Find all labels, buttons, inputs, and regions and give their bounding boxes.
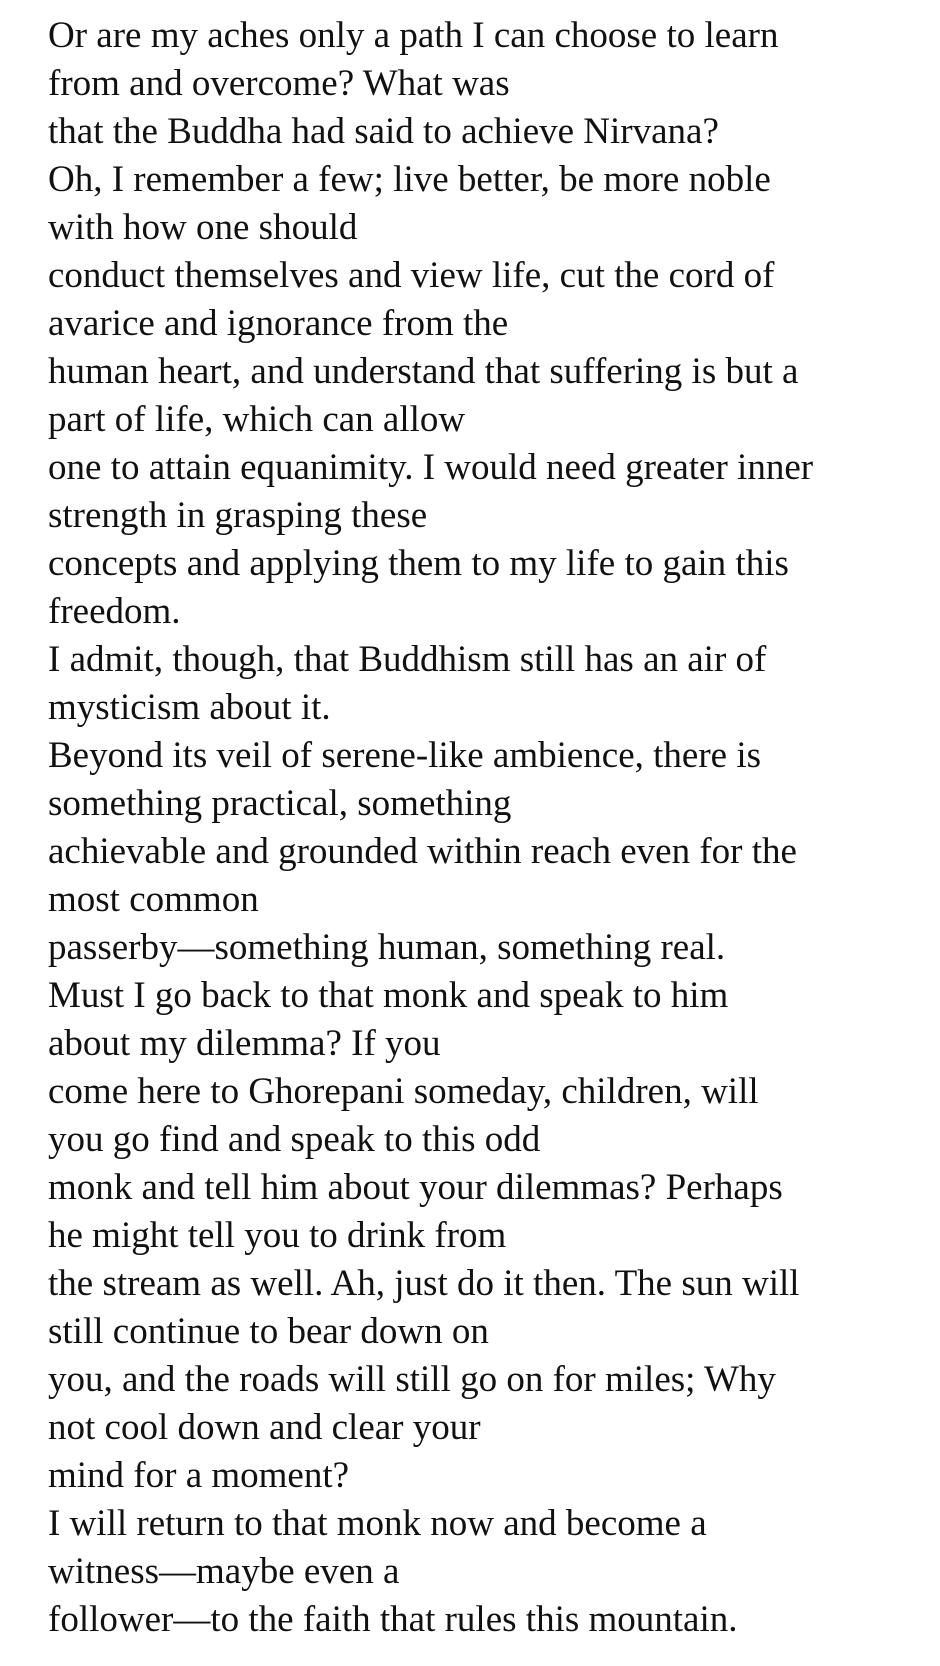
document-text-body — [48, 12, 928, 1644]
text-line: part of life, which can allow — [48, 399, 466, 440]
text-line: Beyond its veil of serene-like ambience, there is — [48, 735, 762, 776]
text-line: you go find and speak to this odd — [48, 1119, 541, 1160]
text-line: avarice and ignorance from the — [48, 303, 509, 344]
text-line: still continue to bear down on — [48, 1311, 489, 1352]
text-line: mysticism about it. — [48, 687, 331, 728]
text-line: freedom. — [48, 591, 181, 632]
text-line: mind for a moment? — [48, 1455, 350, 1496]
text-line: human heart, and understand that suffering is but a — [48, 351, 799, 392]
text-line: strength in grasping these — [48, 495, 428, 536]
text-line: with how one should — [48, 207, 358, 248]
text-line: Must I go back to that monk and speak to him — [48, 975, 729, 1016]
text-line: I admit, though, that Buddhism still has an air of — [48, 639, 767, 680]
text-line: passerby—something human, something real. — [48, 927, 726, 968]
text-line: Oh, I remember a few; live better, be more noble — [48, 159, 771, 200]
text-line: I will return to that monk now and become a — [48, 1503, 707, 1544]
text-line: concepts and applying them to my life to gain this — [48, 543, 789, 584]
text-line: one to attain equanimity. I would need greater inner — [48, 447, 814, 488]
text-line: the stream as well. Ah, just do it then. The sun will — [48, 1263, 800, 1304]
text-line: follower—to the faith that rules this mountain. — [48, 1599, 738, 1640]
text-line: you, and the roads will still go on for miles; Why — [48, 1359, 776, 1400]
text-line: monk and tell him about your dilemmas? Perhaps — [48, 1167, 783, 1208]
text-line: most common — [48, 879, 259, 920]
text-line: that the Buddha had said to achieve Nirvana? — [48, 111, 719, 152]
text-line: come here to Ghorepani someday, children, will — [48, 1071, 759, 1112]
text-line: conduct themselves and view life, cut the cord of — [48, 255, 775, 296]
text-line: from and overcome? What was — [48, 63, 510, 104]
text-line: something practical, something — [48, 783, 512, 824]
text-line: he might tell you to drink from — [48, 1215, 507, 1256]
text-line: not cool down and clear your — [48, 1407, 481, 1448]
text-line: Or are my aches only a path I can choose to learn — [48, 15, 779, 56]
text-line: witness—maybe even a — [48, 1551, 400, 1592]
text-line: achievable and grounded within reach even for the — [48, 831, 797, 872]
text-line: about my dilemma? If you — [48, 1023, 441, 1064]
